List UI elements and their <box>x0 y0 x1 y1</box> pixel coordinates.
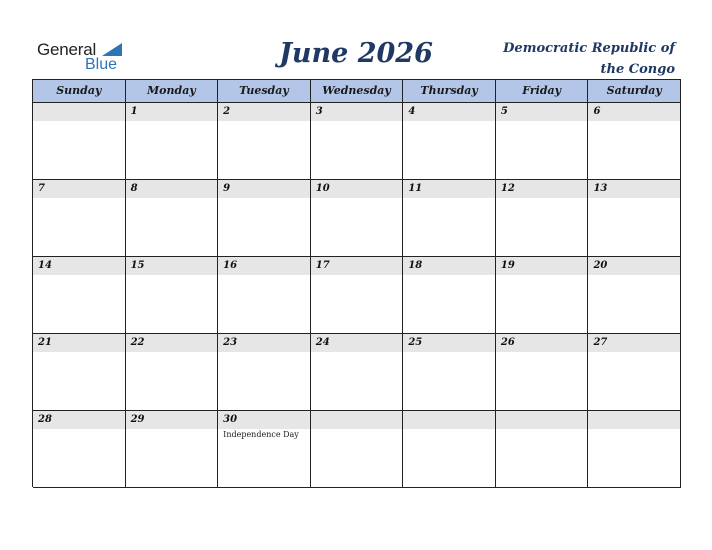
week-row-4 <box>33 334 681 411</box>
day-number: 21 <box>33 334 125 352</box>
day-number: 4 <box>403 103 495 121</box>
calendar-grid <box>32 79 681 487</box>
day-cell <box>311 257 404 334</box>
day-number: 30 <box>218 411 310 429</box>
holiday-label: Independence Day <box>223 430 299 439</box>
day-cell <box>218 180 311 257</box>
day-cell <box>496 103 589 180</box>
day-number: 25 <box>403 334 495 352</box>
day-number: 22 <box>126 334 218 352</box>
day-number: 19 <box>496 257 588 275</box>
day-cell <box>311 180 404 257</box>
week-row-5 <box>33 411 681 488</box>
day-cell <box>311 411 404 488</box>
day-number: 28 <box>33 411 125 429</box>
day-number: 20 <box>588 257 680 275</box>
day-cell <box>218 257 311 334</box>
weekday-header-row <box>33 80 681 103</box>
day-number <box>311 411 403 429</box>
day-cell <box>126 180 219 257</box>
day-cell <box>403 334 496 411</box>
day-number: 26 <box>496 334 588 352</box>
day-number <box>496 411 588 429</box>
day-cell <box>588 334 681 411</box>
day-cell <box>496 257 589 334</box>
day-number: 1 <box>126 103 218 121</box>
day-cell <box>33 411 126 488</box>
day-cell <box>588 257 681 334</box>
weekday-saturday: Saturday <box>588 80 681 103</box>
day-cell <box>218 411 311 488</box>
country-name: Democratic Republic of the Congo <box>503 41 675 77</box>
day-number: 11 <box>403 180 495 198</box>
day-number: 6 <box>588 103 680 121</box>
day-cell <box>403 411 496 488</box>
weekday-tuesday: Tuesday <box>218 80 311 103</box>
day-number: 5 <box>496 103 588 121</box>
day-cell <box>403 180 496 257</box>
day-cell <box>588 103 681 180</box>
day-number: 2 <box>218 103 310 121</box>
day-number: 18 <box>403 257 495 275</box>
weekday-wednesday: Wednesday <box>311 80 404 103</box>
day-number <box>33 103 125 121</box>
day-number <box>403 411 495 429</box>
logo-text-general: General <box>37 40 97 59</box>
day-cell <box>311 103 404 180</box>
day-number: 27 <box>588 334 680 352</box>
day-number: 12 <box>496 180 588 198</box>
day-number: 24 <box>311 334 403 352</box>
day-number: 23 <box>218 334 310 352</box>
day-cell <box>588 180 681 257</box>
day-cell <box>588 411 681 488</box>
day-cell <box>403 257 496 334</box>
day-cell <box>311 334 404 411</box>
day-cell <box>126 411 219 488</box>
day-number: 15 <box>126 257 218 275</box>
day-cell <box>126 257 219 334</box>
day-cell <box>218 334 311 411</box>
day-cell <box>33 180 126 257</box>
day-cell <box>33 257 126 334</box>
week-row-2 <box>33 180 681 257</box>
day-number <box>588 411 680 429</box>
day-number: 3 <box>311 103 403 121</box>
day-cell <box>218 103 311 180</box>
day-number: 14 <box>33 257 125 275</box>
day-number: 8 <box>126 180 218 198</box>
day-cell <box>33 334 126 411</box>
weekday-sunday: Sunday <box>33 80 126 103</box>
day-number: 13 <box>588 180 680 198</box>
day-number: 10 <box>311 180 403 198</box>
weekday-monday: Monday <box>126 80 219 103</box>
weekday-friday: Friday <box>496 80 589 103</box>
weekday-thursday: Thursday <box>403 80 496 103</box>
week-row-1 <box>33 103 681 180</box>
logo-text-blue: Blue <box>85 56 118 73</box>
day-number: 29 <box>126 411 218 429</box>
day-number: 17 <box>311 257 403 275</box>
day-cell <box>496 411 589 488</box>
day-cell <box>496 334 589 411</box>
day-number: 16 <box>218 257 310 275</box>
week-row-3 <box>33 257 681 334</box>
day-cell <box>126 334 219 411</box>
day-cell <box>126 103 219 180</box>
day-cell <box>496 180 589 257</box>
day-number: 7 <box>33 180 125 198</box>
day-cell <box>403 103 496 180</box>
day-number: 9 <box>218 180 310 198</box>
day-cell <box>33 103 126 180</box>
calendar-title: June 2026 <box>279 38 433 69</box>
